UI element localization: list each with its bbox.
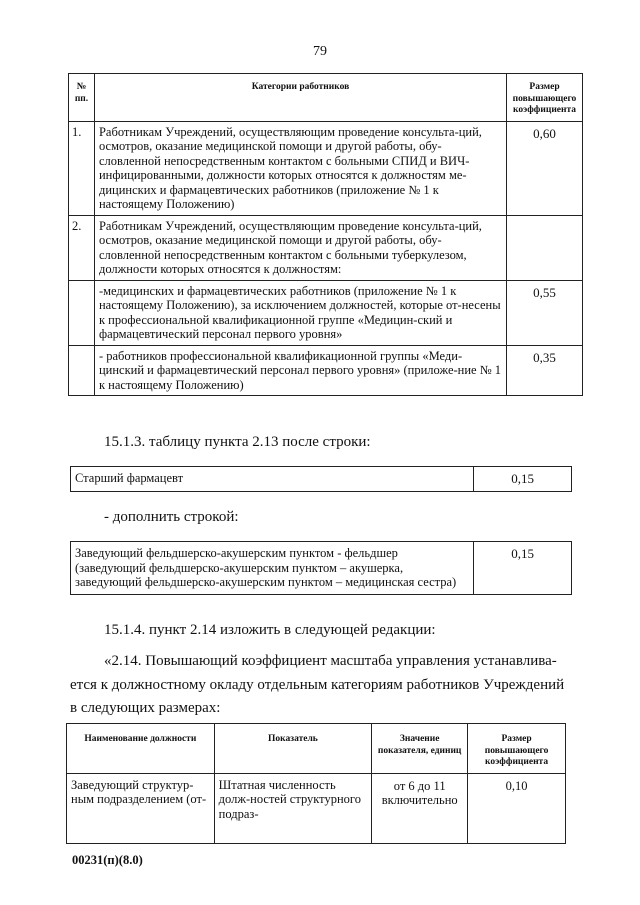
table-row	[67, 773, 566, 843]
table-row	[69, 280, 583, 345]
row-indicator: Штатная численность долж-ностей структурного подраз-	[214, 773, 372, 843]
table-header-row	[69, 74, 583, 122]
header-coefficient: Размер повышающего коэффициента	[468, 724, 566, 774]
row-text: - работников профессиональной квалификационной группы «Меди-цинский и фармацевтический персонал первого уровня» (приложе-ние № 1 к настоящему Положению)	[94, 345, 506, 396]
header-indicator: Показатель	[214, 724, 372, 774]
table-header-row	[67, 724, 566, 774]
row-text: -медицинских и фармацевтических работников (приложение № 1 к настоящему Положению), за исключением должностей, которые от-несены к профессиональной квалификационной группе «Медицин-ский и фармацевтический персонал первого уровня»	[94, 280, 506, 345]
position-coefficient: 0,15	[474, 467, 572, 492]
added-row-table	[70, 541, 572, 595]
row-coefficient: 0,10	[468, 773, 566, 843]
coefficient-table	[68, 73, 583, 396]
paragraph-2-14-line1: «2.14. Повышающий коэффициент масштаба управления устанавлива-	[104, 653, 557, 669]
table-row	[71, 467, 572, 492]
table-row	[69, 121, 583, 215]
table-row	[69, 345, 583, 396]
header-position: Наименование должности	[67, 724, 215, 774]
position-name: Заведующий фельдшерско-акушерским пунктом - фельдшер (заведующий фельдшерско-акушерским пунктом – акушерка, заведующий фельдшерско-акушерским пунктом – медицинская сестра)	[71, 542, 474, 595]
row-coefficient	[507, 215, 583, 280]
row-number: 1.	[69, 121, 95, 215]
header-category: Категории работников	[94, 74, 506, 122]
page-number: 79	[313, 44, 327, 59]
table-row	[69, 215, 583, 280]
row-coefficient: 0,35	[507, 345, 583, 396]
header-number: № пп.	[69, 74, 95, 122]
row-number	[69, 345, 95, 396]
row-coefficient: 0,55	[507, 280, 583, 345]
paragraph-15-1-4: 15.1.4. пункт 2.14 изложить в следующей редакции:	[104, 622, 436, 638]
header-coefficient: Размер повышающего коэффициента	[507, 74, 583, 122]
row-number	[69, 280, 95, 345]
document-code: 00231(п)(8.0)	[72, 853, 143, 867]
row-text: Работникам Учреждений, осуществляющим проведение консульта-ций, осмотров, оказание медицинской помощи и другой работы, обу-словленной непосредственным контактом с больными СПИД и ВИЧ-инфицированными, должности которых относятся к должностям ме-дицинских и фармацевтических работников (приложение № 1 к настоящему Положению)	[94, 121, 506, 215]
paragraph-2-14-line2: ется к должностному окладу отдельным категориям работников Учреждений	[70, 677, 565, 693]
management-scale-table	[66, 723, 566, 844]
existing-row-table	[70, 466, 572, 492]
position-name: Старший фармацевт	[71, 467, 474, 492]
paragraph-2-14-line3: в следующих размерах:	[70, 700, 221, 716]
position-coefficient: 0,15	[474, 542, 572, 595]
paragraph-15-1-3: 15.1.3. таблицу пункта 2.13 после строки:	[104, 434, 371, 450]
row-value: от 6 до 11 включительно	[372, 773, 468, 843]
row-number: 2.	[69, 215, 95, 280]
row-text: Работникам Учреждений, осуществляющим проведение консульта-ций, осмотров, оказание медицинской помощи и другой работы, обу-словленной непосредственным контактом с больными туберкулезом, должности которых относятся к должностям:	[94, 215, 506, 280]
paragraph-add-row: - дополнить строкой:	[104, 509, 239, 525]
row-position: Заведующий структур-ным подразделением (от-	[67, 773, 215, 843]
header-value: Значение показателя, единиц	[372, 724, 468, 774]
table-row	[71, 542, 572, 595]
row-coefficient: 0,60	[507, 121, 583, 215]
